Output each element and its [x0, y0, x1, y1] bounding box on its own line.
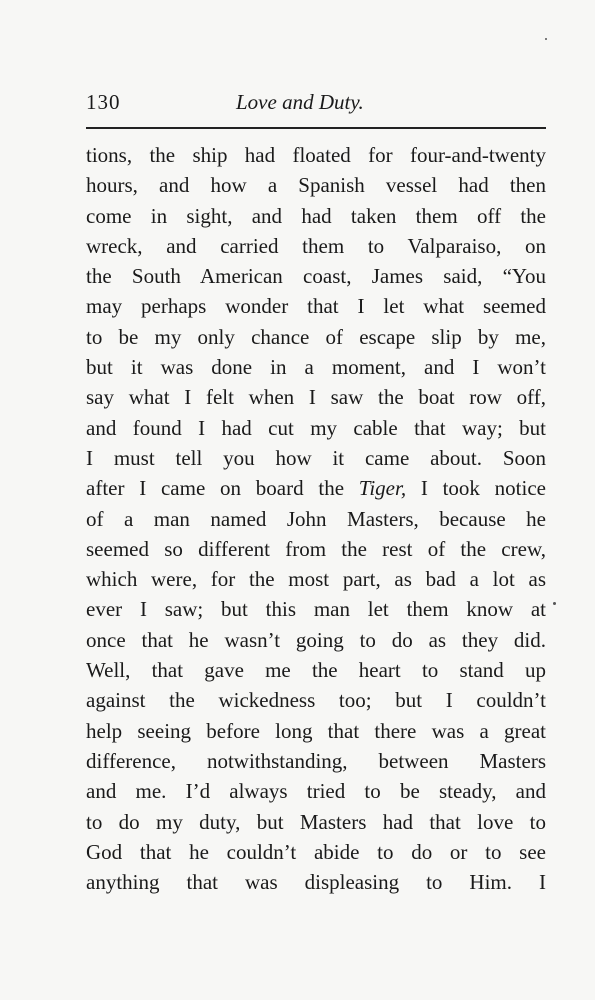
- page-number: 130: [86, 90, 121, 114]
- text-segment: after I came on board the: [86, 476, 359, 501]
- text-line: once that he wasn’t going to do as they did.: [86, 627, 546, 652]
- text-line: tions, the ship had floated for four-and-twenty: [86, 143, 546, 167]
- header-rule: [86, 127, 546, 129]
- text-line: God that he couldn’t abide to do or to see: [86, 839, 546, 864]
- text-segment: I took notice: [406, 476, 546, 501]
- text-line: to be my only chance of escape slip by me,: [86, 324, 546, 349]
- text-line: but it was done in a moment, and I won’t: [86, 355, 546, 380]
- running-title: Love and Duty.: [236, 90, 364, 114]
- text-line: anything that was displeasing to Him. I: [86, 870, 546, 895]
- text-line: which were, for the most part, as bad a lot as: [86, 567, 546, 592]
- text-line: difference, notwithstanding, between Masters: [86, 748, 546, 773]
- text-line: I must tell you how it came about. Soon: [86, 445, 546, 470]
- running-head: [86, 90, 546, 120]
- text-line: ever I saw; but this man let them know at: [86, 597, 546, 622]
- paper-speck: [545, 38, 547, 40]
- text-line: Well, that gave me the heart to stand up: [86, 658, 546, 683]
- text-line: come in sight, and had taken them off the: [86, 203, 546, 228]
- text-line: say what I felt when I saw the boat row off,: [86, 385, 546, 410]
- text-line: against the wickedness too; but I couldn’t: [86, 688, 546, 713]
- text-line: the South American coast, James said, “You: [86, 264, 546, 289]
- text-line: help seeing before long that there was a great: [86, 718, 546, 743]
- text-line: and found I had cut my cable that way; but: [86, 415, 546, 440]
- text-line: to do my duty, but Masters had that love to: [86, 809, 546, 834]
- text-line: of a man named John Masters, because he: [86, 506, 546, 531]
- text-line: seemed so different from the rest of the crew,: [86, 536, 546, 561]
- text-line: wreck, and carried them to Valparaiso, on: [86, 233, 546, 258]
- ship-name: Tiger,: [358, 476, 407, 501]
- text-line-with-ship-name: [86, 473, 546, 503]
- text-line: may perhaps wonder that I let what seemed: [86, 294, 546, 319]
- body-text: [86, 140, 546, 897]
- text-line: and me. I’d always tried to be steady, and: [86, 779, 546, 804]
- paper-speck: [553, 602, 556, 605]
- text-line: hours, and how a Spanish vessel had then: [86, 173, 546, 198]
